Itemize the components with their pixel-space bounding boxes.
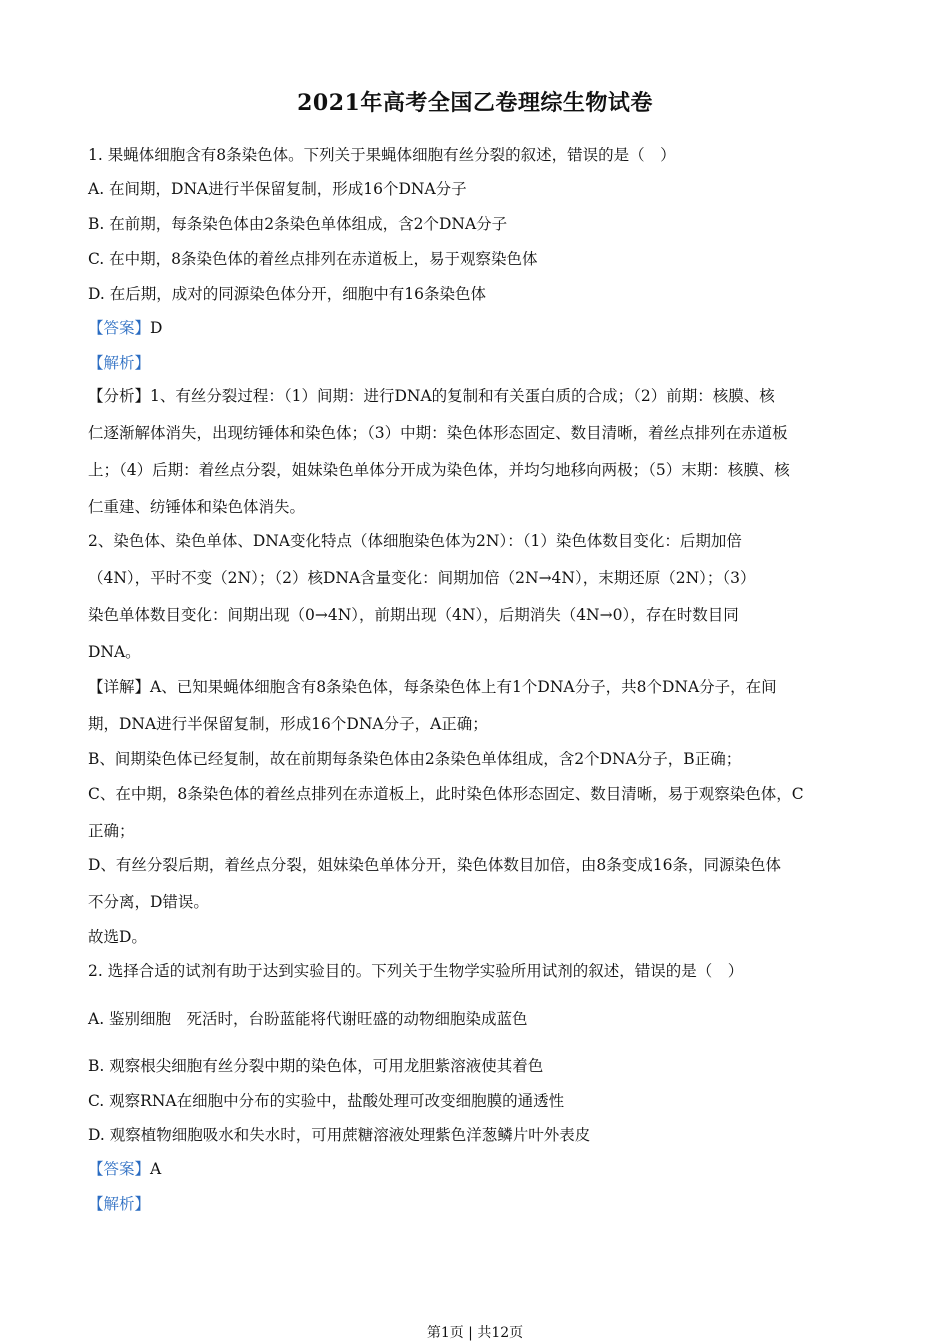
analysis-line: 正确； [88, 822, 135, 840]
q1-option-c: C. 在中期，8条染色体的着丝点排列在赤道板上，易于观察染色体 [88, 250, 538, 268]
q2-option-a: A. 鉴别细胞 死活时，台盼蓝能将代谢旺盛的动物细胞染成蓝色 [88, 1010, 528, 1028]
analysis-line: 【分析】1、有丝分裂过程：（1）间期：进行DNA的复制和有关蛋白质的合成；（2）前期：核膜、核 [88, 387, 775, 405]
analysis-line: DNA。 [88, 643, 141, 661]
answer-tag: 【答案】 [88, 1160, 151, 1178]
q2-stem: 2. 选择合适的试剂有助于达到实验目的。下列关于生物学实验所用试剂的叙述，错误的是（ ） [88, 962, 744, 980]
q2-analysis-tag: 【解析】 [88, 1195, 151, 1213]
page-footer: 第1页 | 共12页 [426, 1325, 524, 1341]
analysis-line: 仁逐渐解体消失，出现纺锤体和染色体；（3）中期：染色体形态固定、数目清晰，着丝点排列在赤道板 [88, 424, 788, 442]
analysis-line: 上；（4）后期：着丝点分裂，姐妹染色单体分开成为染色体，并均匀地移向两极；（5）末期：核膜、核 [88, 461, 790, 479]
analysis-line: 染色单体数目变化：间期出现（0→4N），前期出现（4N），后期消失（4N→0），存在时数目同 [88, 606, 739, 624]
q2-option-d: D. 观察植物细胞吸水和失水时，可用蔗糖溶液处理紫色洋葱鳞片叶外表皮 [88, 1126, 591, 1144]
q1-analysis-tag: 【解析】 [88, 354, 151, 372]
analysis-line: 期，DNA进行半保留复制，形成16个DNA分子，A正确； [88, 715, 488, 733]
page-title: 2021年高考全国乙卷理综生物试卷 [297, 90, 653, 116]
q1-option-b: B. 在前期，每条染色体由2条染色单体组成，含2个DNA分子 [88, 215, 508, 233]
analysis-line: 故选D。 [88, 928, 147, 946]
q2-answer [88, 1158, 878, 1180]
analysis-line: D、有丝分裂后期，着丝点分裂，姐妹染色单体分开，染色体数目加倍，由8条变成16条，同源染色体 [88, 856, 782, 874]
q2-option-b: B. 观察根尖细胞有丝分裂中期的染色体，可用龙胆紫溶液使其着色 [88, 1057, 544, 1075]
answer-value: D [150, 319, 163, 337]
analysis-line: （4N），平时不变（2N）；（2）核DNA含量变化：间期加倍（2N→4N），末期还原（2N）；（3） [88, 569, 756, 587]
answer-value: A [150, 1160, 162, 1178]
q1-option-a: A. 在间期，DNA进行半保留复制，形成16个DNA分子 [88, 180, 467, 198]
analysis-line: 仁重建、纺锤体和染色体消失。 [88, 498, 306, 516]
analysis-line: B、间期染色体已经复制，故在前期每条染色体由2条染色单体组成，含2个DNA分子，B正确； [88, 750, 742, 768]
q1-option-d: D. 在后期，成对的同源染色体分开，细胞中有16条染色体 [88, 285, 486, 303]
q1-stem: 1. 果蝇体细胞含有8条染色体。下列关于果蝇体细胞有丝分裂的叙述，错误的是（ ） [88, 146, 676, 164]
analysis-line: 不分离，D错误。 [88, 893, 209, 911]
analysis-line: 【详解】A、已知果蝇体细胞含有8条染色体，每条染色体上有1个DNA分子，共8个DNA分子，在间 [88, 678, 777, 696]
analysis-line: 2、染色体、染色单体、DNA变化特点（体细胞染色体为2N）：（1）染色体数目变化：后期加倍 [88, 532, 742, 550]
q1-answer [88, 317, 878, 339]
analysis-line: C、在中期，8条染色体的着丝点排列在赤道板上，此时染色体形态固定、数目清晰，易于观察染色体，C [88, 785, 804, 803]
answer-tag: 【答案】 [88, 319, 151, 337]
q2-option-c: C. 观察RNA在细胞中分布的实验中，盐酸处理可改变细胞膜的通透性 [88, 1092, 565, 1110]
